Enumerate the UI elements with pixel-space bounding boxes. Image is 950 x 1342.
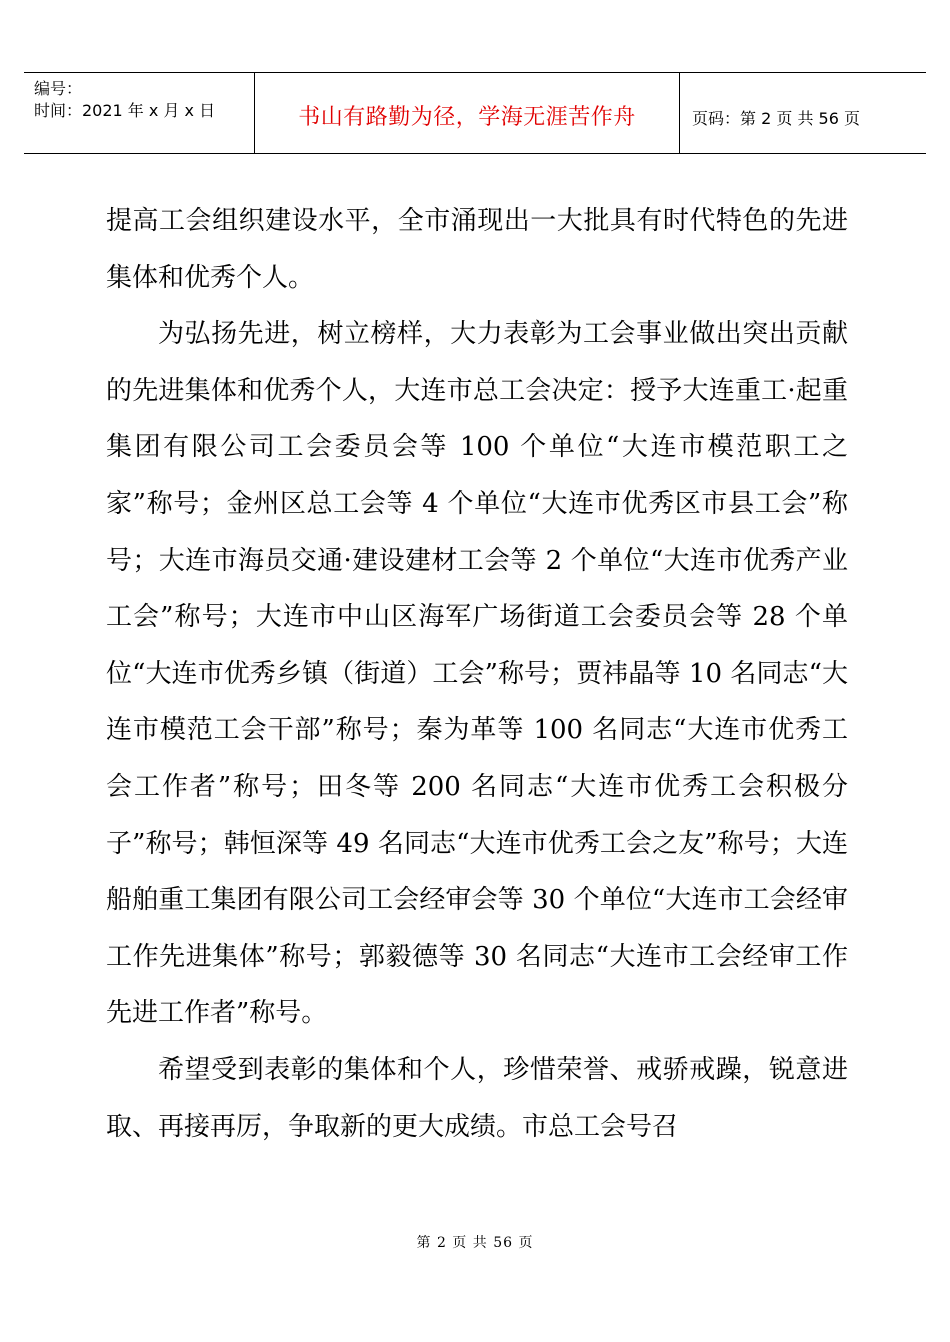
header-motto: 书山有路勤为径，学海无涯苦作舟: [298, 105, 636, 130]
header-divider-right: [679, 72, 680, 154]
paragraph-2: 为弘扬先进，树立榜样，大力表彰为工会事业做出突出贡献的先进集体和优秀个人，大连市总工会决定：授予大连重工·起重集团有限公司工会委员会等 100 个单位“大连市模范职工之家”称号；金州区总工会等 4 个单位“大连市优秀区市县工会”称号；大连市海员交通·建设建材工会等 2 个单位“大连市优秀产业工会”称号；大连市中山区海军广场街道工会委员会等 28 个单位“大连市优秀乡镇（街道）工会”称号；贾祎晶等 10 名同志“大连市模范工会干部”称号；秦为革等 100 名同志“大连市优秀工会工作者”称号；田冬等 200 名同志“大连市优秀工会积极分子”称号；韩恒深等 49 名同志“大连市优秀工会之友”称号；大连船舶重工集团有限公司工会经审会等 30 个单位“大连市工会经审工作先进集体”称号；郭毅德等 30 名同志“大连市工会经审工作先进工作者”称号。: [106, 319, 848, 1029]
number-label: 编号：: [34, 79, 83, 98]
header-bottom-rule: [24, 153, 926, 154]
header-page-info: 页码：第 2 页 共 56 页: [692, 109, 860, 128]
header-top-rule: [24, 72, 926, 73]
paragraph-1: 提高工会组织建设水平，全市涌现出一大批具有时代特色的先进集体和优秀个人。: [106, 206, 848, 293]
time-label: 时间：2021 年 x 月 x 日: [34, 101, 216, 120]
page-footer: 第 2 页 共 56 页: [416, 1235, 534, 1251]
header-meta: [34, 78, 249, 122]
paragraph-3: 希望受到表彰的集体和个人，珍惜荣誉、戒骄戒躁，锐意进取、再接再厉，争取新的更大成绩。市总工会号召: [106, 1054, 848, 1142]
page-header: [24, 72, 926, 154]
document-body: [106, 193, 848, 1155]
